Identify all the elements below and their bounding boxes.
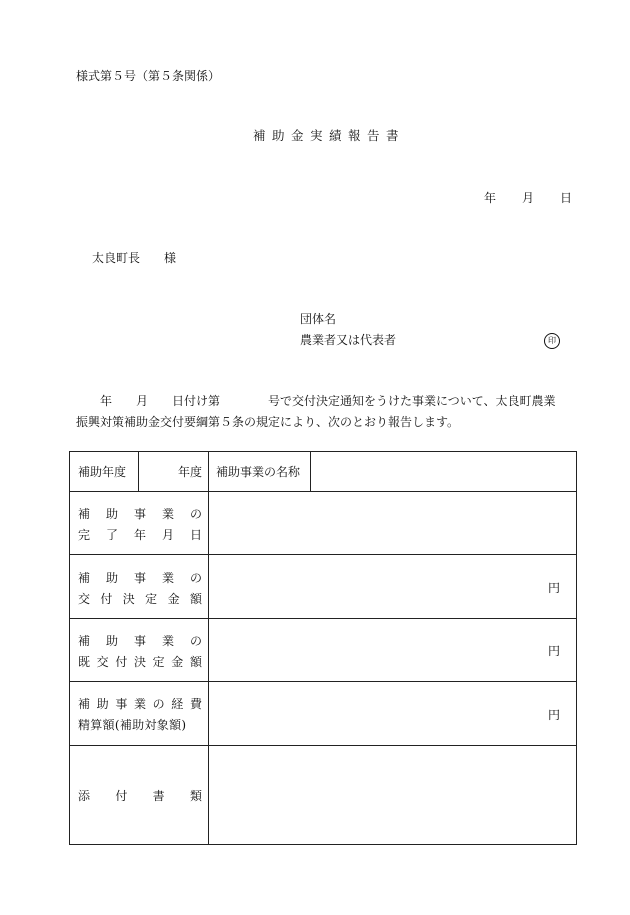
- table-column-divider: [208, 452, 209, 845]
- completion-date-label-1: 補 助 事 業 の: [78, 507, 202, 521]
- grant-decision-yen-unit: 円: [548, 581, 561, 595]
- table-row-divider: [70, 554, 576, 555]
- seal-mark: 印: [544, 333, 560, 349]
- table-row-divider: [70, 491, 576, 492]
- date-month-label: 月: [522, 191, 535, 205]
- expense-settlement-label-1: 補 助 事 業 の 経 費: [78, 697, 202, 711]
- attachments-label: 添 付 書 類: [78, 789, 202, 803]
- addressee: 太良町長 様: [92, 251, 177, 265]
- grant-decision-label-1: 補 助 事 業 の: [78, 571, 202, 585]
- date-year-label: 年: [484, 191, 497, 205]
- table-row-divider: [70, 681, 576, 682]
- body-text-line-2: 振興対策補助金交付要綱第５条の規定により、次のとおり報告します。: [76, 415, 460, 429]
- table-column-divider: [310, 452, 311, 491]
- completion-date-label-2: 完 了 年 月 日: [78, 528, 202, 542]
- project-name-label: 補助事業の名称: [216, 465, 301, 479]
- expense-settlement-label-2: 精算額(補助対象額): [78, 718, 187, 732]
- report-table: [69, 451, 577, 845]
- date-day-label: 日: [560, 191, 573, 205]
- body-text-line-1: 年 月 日付け第 号で交付決定通知をうけた事業について、太良町農業: [100, 394, 556, 408]
- prior-grant-yen-unit: 円: [548, 644, 561, 658]
- subsidy-year-label: 補助年度: [78, 465, 127, 479]
- prior-grant-label-2: 既 交 付 決 定 金 額: [78, 655, 202, 669]
- subsidy-year-unit: 年度: [178, 465, 203, 479]
- grant-decision-label-2: 交 付 決 定 金 額: [78, 592, 202, 606]
- group-name-label: 団体名: [300, 312, 337, 326]
- table-column-divider: [138, 452, 139, 491]
- form-number: 様式第５号（第５条関係）: [76, 69, 221, 83]
- representative-label: 農業者又は代表者: [300, 333, 397, 347]
- table-row-divider: [70, 618, 576, 619]
- expense-settlement-yen-unit: 円: [548, 708, 561, 722]
- page-title: 補助金実績報告書: [253, 128, 406, 143]
- prior-grant-label-1: 補 助 事 業 の: [78, 634, 202, 648]
- date-line: [484, 192, 572, 204]
- table-row-divider: [70, 745, 576, 746]
